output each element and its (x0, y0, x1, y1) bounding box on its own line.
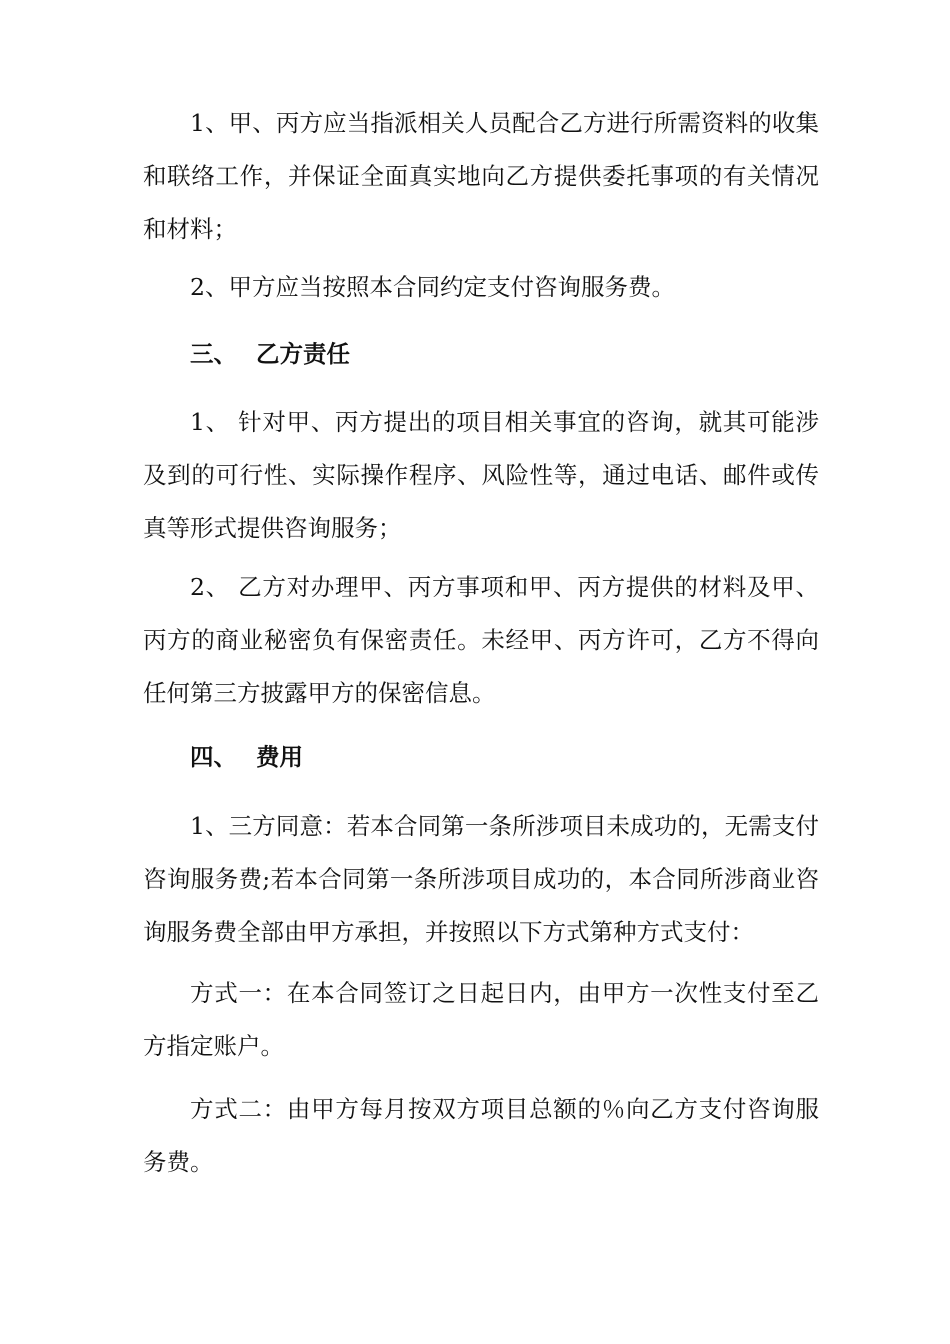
section-number: 四、 (190, 743, 237, 771)
paragraph-payment-method-2: 方式二：由甲方每月按双方项目总额的％向乙方支付咨询服务费。 (143, 1095, 819, 1176)
section-heading-party-b-responsibility (190, 328, 350, 381)
section-title: 乙方责任 (256, 340, 350, 368)
paragraph-party-a-c-duty-2: 2、甲方应当按照本合同约定支付咨询服务费。 (190, 273, 675, 301)
paragraph-party-b-duty-1: 1、 针对甲、丙方提出的项目相关事宜的咨询，就其可能涉及到的可行性、实际操作程序、风险性等，通过电话、邮件或传真等形式提供咨询服务； (143, 408, 819, 542)
section-title: 费用 (256, 743, 303, 771)
section-number: 三、 (190, 340, 237, 368)
paragraph-party-a-c-duty-1: 1、甲、丙方应当指派相关人员配合乙方进行所需资料的收集和联络工作，并保证全面真实地向乙方提供委托事项的有关情况和材料； (143, 109, 819, 243)
section-heading-fees (190, 731, 303, 784)
paragraph-fees-1: 1、三方同意：若本合同第一条所涉项目未成功的，无需支付咨询服务费;若本合同第一条所涉项目成功的，本合同所涉商业咨询服务费全部由甲方承担，并按照以下方式第种方式支付： (143, 812, 819, 946)
paragraph-payment-method-1: 方式一：在本合同签订之日起日内，由甲方一次性支付至乙方指定账户。 (143, 979, 819, 1060)
paragraph-party-b-duty-2: 2、 乙方对办理甲、丙方事项和甲、丙方提供的材料及甲、丙方的商业秘密负有保密责任。未经甲、丙方许可，乙方不得向任何第三方披露甲方的保密信息。 (143, 573, 819, 707)
